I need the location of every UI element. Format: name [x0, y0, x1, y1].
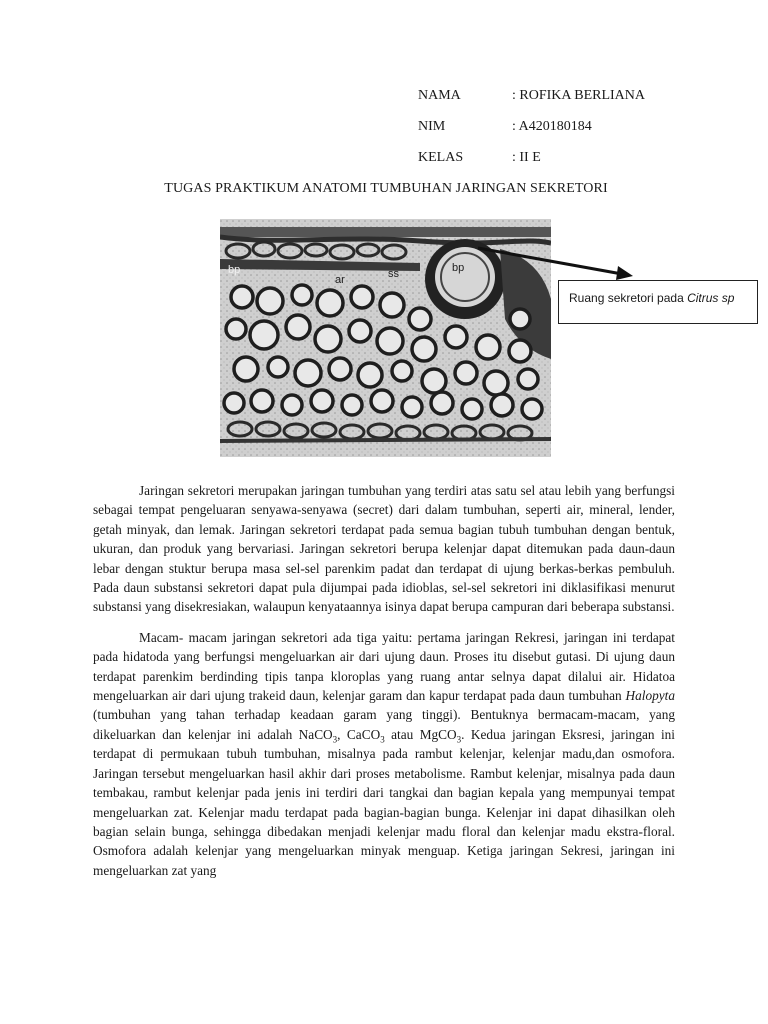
nama-label: NAMA: [418, 88, 461, 103]
paragraph-2-part-2: (tumbuhan yang tahan terhadap keadaan garam yang tinggi). Bentuknya bermacam-macam, yang dikeluarkan dan kelenjar ini adalah NaCO: [93, 707, 675, 742]
paragraph-1: Jaringan sekretori merupakan jaringan tumbuhan yang terdiri atas satu sel atau lebih yang berfungsi sebagai tempat pengeluaran senyawa-senyawa (secret) dari dalam tumbuhan, seperti air, mineral, lender, getah minyak, dan lemak. Jaringan sekretori terdapat pada semua bagian tubuh tumbuhan dengan bentuk, ukuran, dan produk yang bervariasi. Jaringan sekretori berupa kelenjar dapat ditemukan pada daun-daun lebar dengan stuktur berupa masa sel-sel parenkim padat dan terdapat di ujung berkas-berkas pembuluh. Pada daun substansi sekretori dapat pula dijumpai pada idioblas, sel-sel sekretori ini diklasifikasi menurut substansi yang disekresiakan, walaupun kenyataannya isinya dapat berupa campuran dari beberapa substansi.: [93, 483, 675, 615]
formula-sep: atau MgCO: [384, 726, 457, 742]
subscript: 3: [332, 734, 338, 745]
nim-label: NIM: [418, 119, 446, 134]
formula-sep: , CaCO: [337, 726, 381, 742]
subscript: 3: [456, 734, 462, 745]
info-nim-row: [418, 119, 592, 135]
figure-label-ss: ss: [388, 268, 399, 280]
kelas-label: KELAS: [418, 150, 464, 165]
body-text: [93, 481, 675, 891]
figure-label-ar: ar: [335, 274, 345, 286]
kelas-value: : II E: [512, 150, 541, 165]
figure-label-bp-left: bp: [228, 264, 241, 276]
figure-label-bp-right: bp: [452, 262, 465, 274]
subscript: 3: [380, 734, 385, 745]
nim-value: : A420180184: [512, 119, 592, 134]
paragraph-2-part-3: . Kedua jaringan Eksresi, jaringan ini terdapat di permukaan tubuh tumbuhan, misalnya pada rambut kelenjar, kelenjar madu,dan osmofora. Jaringan tersebut mengeluarkan hasil akhir dari proses metabolisme. Rambut kelenjar, misalnya pada daun tembakau, rambut kelenjar pada jenis ini terdiri dari tangkai dan bagian kepala yang mempunyai tempat mengeluarkan zat. Kelenjar madu terdapat pada bagian-bagian bunga. Kelenjar ini dapat dihasilkan oleh bagian selain bunga, sehingga dibedakan menjadi kelenjar madu floral dan kelenjar madu ekstra-floral. Osmofora adalah kelenjar yang mengeluarkan minyak menguap. Ketiga jaringan Sekresi, jaringan ini mengeluarkan zat yang: [93, 726, 675, 878]
info-kelas-row: [418, 150, 541, 166]
callout-box: [558, 280, 758, 324]
info-nama-row: [418, 88, 645, 104]
halopyta-term: Halopyta: [625, 688, 675, 704]
paragraph-2-part-1: Macam- macam jaringan sekretori ada tiga yaitu: pertama jaringan Rekresi, jaringan ini terdapat pada hidatoda yang berfungsi mengeluarkan air dari ujung daun. Proses itu disebut gutasi. Di ujung daun terdapat parenkim berdinding tipis tanpa kloroplas yang ruang antar selnya dapat dilalui air. Hidatoa mengeluarkan air dari ujung trakeid daun, kelenjar garam dan kapur terdapat pada daun tumbuhan: [93, 629, 675, 704]
nama-value: : ROFIKA BERLIANA: [512, 88, 646, 103]
callout-species: Citrus sp: [687, 291, 735, 305]
callout-text: Ruang sekretori pada: [569, 291, 688, 305]
paragraph-2: [93, 628, 675, 880]
document-title: TUGAS PRAKTIKUM ANATOMI TUMBUHAN JARINGAN SEKRETORI: [164, 181, 608, 196]
callout-arrow: [470, 240, 640, 285]
